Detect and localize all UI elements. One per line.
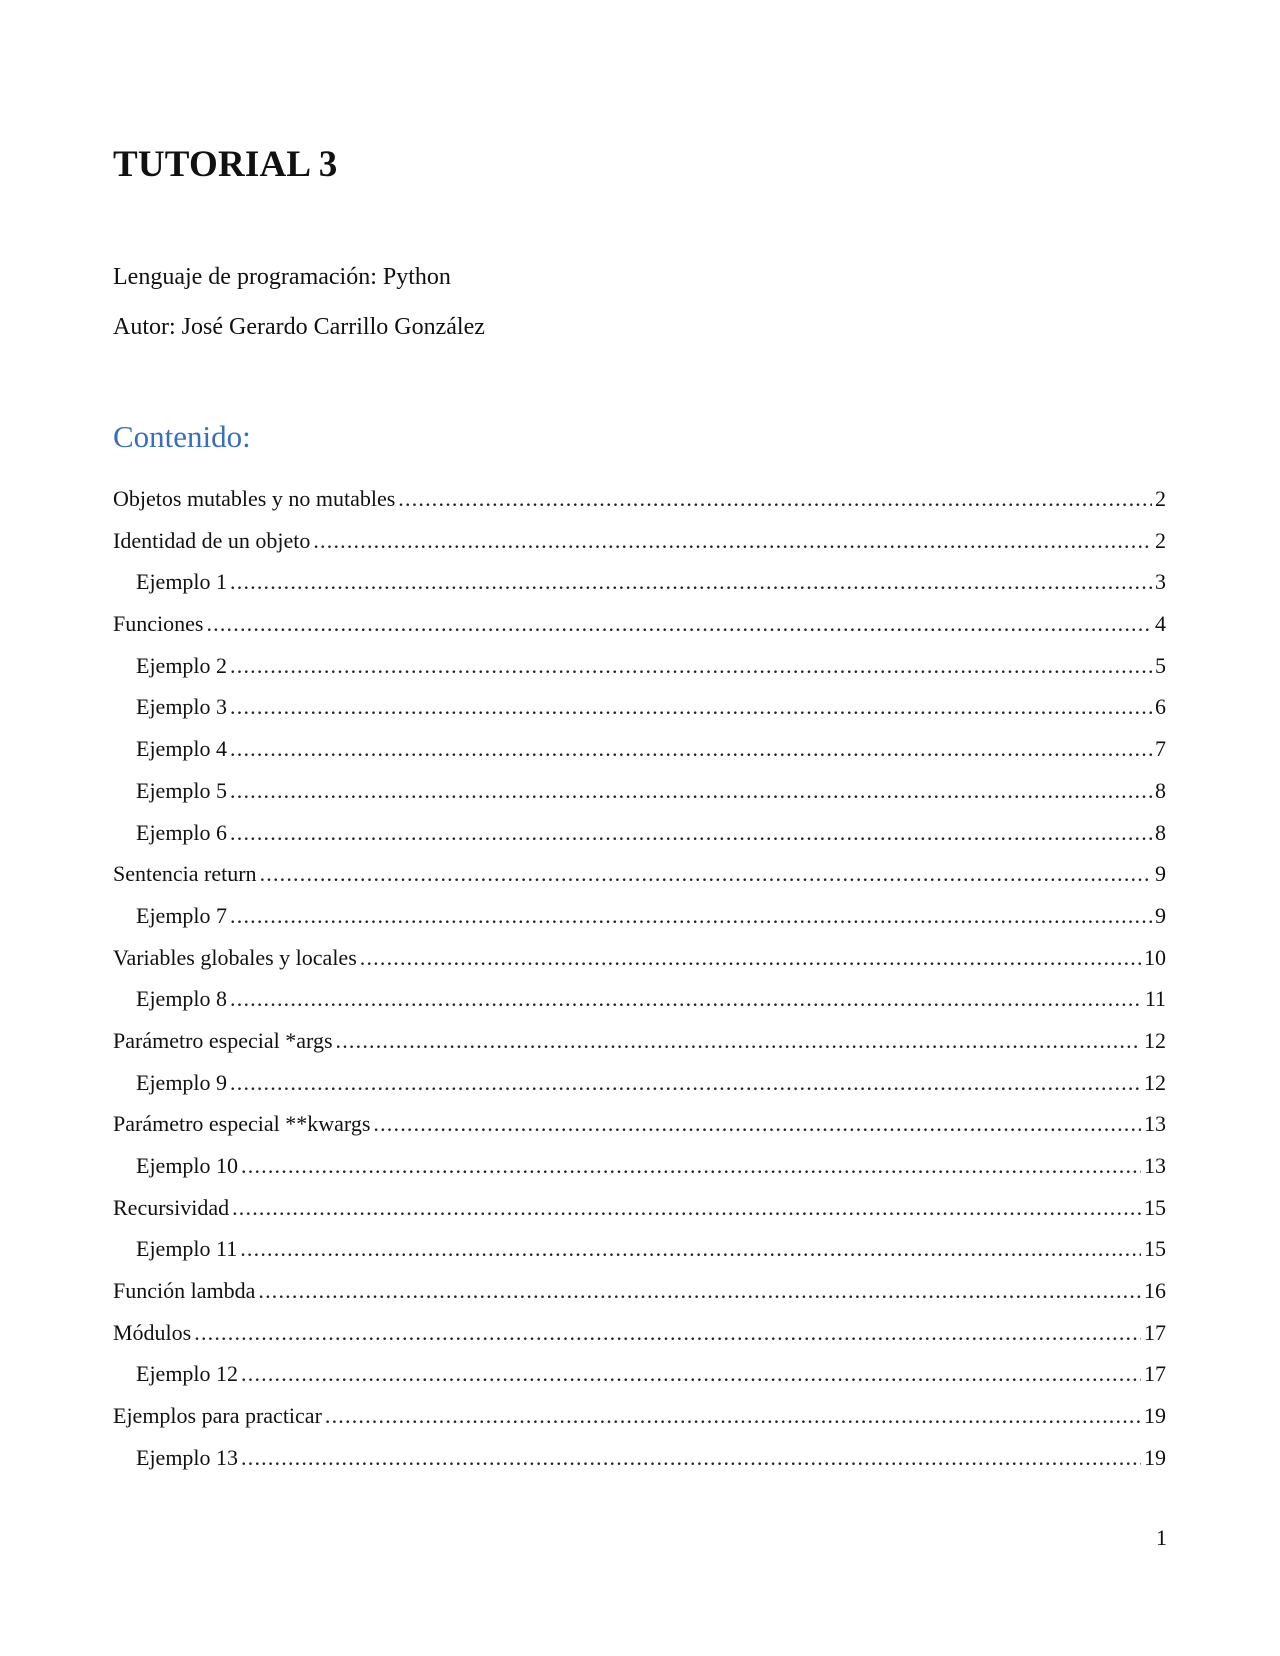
toc-entry-page[interactable]: 2: [1155, 527, 1166, 553]
toc-entry-page[interactable]: 8: [1155, 819, 1166, 845]
toc-leader-dots: [325, 1405, 1141, 1427]
toc-entry[interactable]: [113, 1280, 1166, 1322]
toc-heading: Contenido:: [113, 419, 251, 454]
toc-entry-label[interactable]: Ejemplo 4: [136, 736, 228, 762]
toc-leader-dots: [230, 696, 1152, 718]
toc-leader-dots: [258, 1280, 1141, 1302]
toc-entry[interactable]: [113, 1113, 1166, 1155]
toc-leader-dots: [194, 1322, 1141, 1344]
toc-entry-page[interactable]: 7: [1155, 736, 1166, 762]
toc-entry[interactable]: [113, 652, 1166, 697]
toc-entry-page[interactable]: 10: [1144, 944, 1166, 970]
toc-entry-label[interactable]: Ejemplo 9: [136, 1069, 228, 1095]
toc-leader-dots: [240, 1238, 1141, 1260]
toc-entry-label[interactable]: Recursividad: [113, 1194, 230, 1220]
toc-entry-label[interactable]: Parámetro especial *args: [113, 1027, 333, 1053]
toc-entry-page[interactable]: 17: [1144, 1361, 1166, 1387]
toc-leader-dots: [260, 863, 1152, 885]
toc-leader-dots: [360, 947, 1141, 969]
toc-entry-page[interactable]: 5: [1155, 652, 1166, 678]
toc-entry-label[interactable]: Función lambda: [113, 1278, 256, 1304]
toc-leader-dots: [230, 988, 1142, 1010]
author-line: Autor: José Gerardo Carrillo González: [113, 314, 485, 340]
toc-entry-label[interactable]: Ejemplo 5: [136, 777, 228, 803]
table-of-contents: [113, 488, 1166, 1489]
toc-entry[interactable]: [113, 1027, 1166, 1072]
toc-entry[interactable]: [113, 1194, 1166, 1239]
toc-entry-page[interactable]: 17: [1144, 1319, 1166, 1345]
toc-entry-label[interactable]: Identidad de un objeto: [113, 527, 311, 553]
toc-leader-dots: [241, 1363, 1141, 1385]
toc-entry[interactable]: [113, 988, 1166, 1030]
toc-entry-label[interactable]: Funciones: [113, 611, 204, 637]
toc-entry-page[interactable]: 11: [1144, 986, 1166, 1012]
toc-entry-page[interactable]: 2: [1155, 486, 1166, 511]
toc-entry-label[interactable]: Módulos: [113, 1319, 192, 1345]
toc-entry-page[interactable]: 13: [1144, 1111, 1166, 1137]
toc-entry-page[interactable]: 8: [1155, 777, 1166, 803]
toc-entry[interactable]: [113, 944, 1166, 989]
toc-entry-page[interactable]: 6: [1155, 694, 1166, 720]
toc-entry-label[interactable]: Ejemplo 11: [136, 1236, 238, 1262]
toc-leader-dots: [241, 1155, 1141, 1177]
toc-entry[interactable]: [113, 777, 1166, 822]
toc-leader-dots: [313, 530, 1152, 552]
toc-entry-label[interactable]: Ejemplo 12: [136, 1361, 239, 1387]
toc-entry-page[interactable]: 13: [1144, 1153, 1166, 1178]
toc-entry[interactable]: [113, 1238, 1166, 1280]
toc-leader-dots: [232, 1197, 1141, 1219]
toc-leader-dots: [230, 738, 1152, 760]
toc-entry-label[interactable]: Sentencia return: [113, 861, 257, 887]
toc-entry-label[interactable]: Ejemplo 8: [136, 986, 228, 1012]
toc-entry[interactable]: [113, 1363, 1166, 1405]
toc-entry-page[interactable]: 12: [1144, 1027, 1166, 1053]
toc-entry-label[interactable]: Ejemplo 7: [136, 902, 228, 928]
toc-entry[interactable]: [113, 738, 1166, 780]
toc-leader-dots: [373, 1113, 1141, 1135]
toc-leader-dots: [230, 822, 1152, 844]
language-line: Lenguaje de programación: Python: [113, 264, 451, 290]
toc-entry-page[interactable]: 19: [1144, 1444, 1166, 1470]
toc-entry[interactable]: [113, 1319, 1166, 1364]
toc-entry-label[interactable]: Objetos mutables y no mutables: [113, 486, 396, 511]
page-number: 1: [1156, 1525, 1167, 1550]
toc-entry-label[interactable]: Ejemplo 10: [136, 1153, 239, 1178]
toc-entry[interactable]: [113, 696, 1166, 738]
toc-leader-dots: [241, 1447, 1141, 1469]
toc-leader-dots: [398, 488, 1152, 510]
toc-entry-label[interactable]: Ejemplo 13: [136, 1444, 239, 1470]
toc-entry[interactable]: [113, 1444, 1166, 1489]
toc-entry-label[interactable]: Parámetro especial **kwargs: [113, 1111, 371, 1137]
toc-entry-page[interactable]: 9: [1155, 861, 1166, 887]
toc-entry[interactable]: [113, 1069, 1166, 1114]
toc-entry-label[interactable]: Ejemplo 1: [136, 569, 228, 595]
toc-entry-page[interactable]: 9: [1155, 902, 1166, 928]
toc-entry[interactable]: [113, 902, 1166, 947]
toc-entry[interactable]: [113, 1155, 1166, 1197]
toc-entry-page[interactable]: 19: [1144, 1403, 1166, 1429]
toc-entry[interactable]: [113, 819, 1166, 864]
toc-leader-dots: [230, 780, 1152, 802]
toc-entry-page[interactable]: 15: [1144, 1194, 1166, 1220]
toc-entry-page[interactable]: 3: [1155, 569, 1166, 595]
toc-entry[interactable]: [113, 613, 1166, 655]
document-title: TUTORIAL 3: [113, 144, 338, 185]
toc-entry-page[interactable]: 16: [1144, 1278, 1166, 1304]
toc-leader-dots: [230, 571, 1152, 593]
toc-entry-label[interactable]: Ejemplo 2: [136, 652, 228, 678]
toc-entry[interactable]: [113, 527, 1166, 572]
toc-entry[interactable]: [113, 863, 1166, 905]
toc-entry[interactable]: [113, 571, 1166, 613]
toc-entry[interactable]: [113, 488, 1166, 530]
toc-leader-dots: [230, 905, 1152, 927]
toc-entry-page[interactable]: 4: [1155, 611, 1166, 637]
toc-entry[interactable]: [113, 1405, 1166, 1447]
toc-leader-dots: [336, 1030, 1141, 1052]
toc-entry-label[interactable]: Ejemplos para practicar: [113, 1403, 322, 1429]
toc-entry-label[interactable]: Ejemplo 6: [136, 819, 228, 845]
toc-entry-page[interactable]: 12: [1144, 1069, 1166, 1095]
toc-entry-page[interactable]: 15: [1144, 1236, 1166, 1262]
toc-leader-dots: [206, 613, 1152, 635]
toc-entry-label[interactable]: Ejemplo 3: [136, 694, 228, 720]
toc-leader-dots: [230, 1072, 1141, 1094]
toc-entry-label[interactable]: Variables globales y locales: [113, 944, 357, 970]
toc-leader-dots: [230, 655, 1152, 677]
